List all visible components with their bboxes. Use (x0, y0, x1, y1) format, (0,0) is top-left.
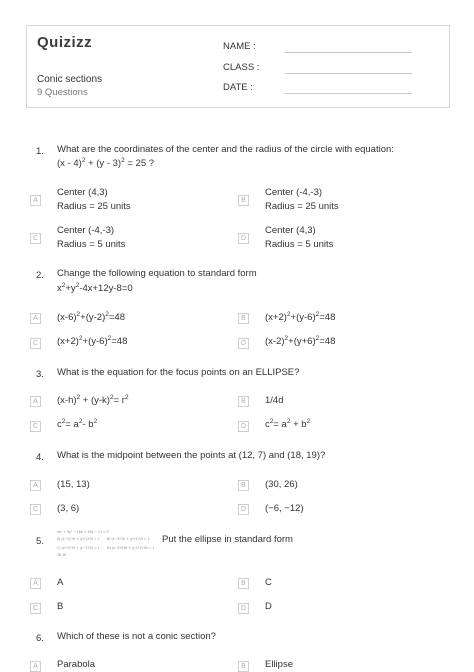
option-text: C (265, 577, 272, 588)
option-line: Radius = 25 units (57, 201, 131, 212)
option-line: Center (-4,-3) (57, 225, 115, 236)
option-text: $(x+2)^2+(y-6)^2=48$ (57, 334, 128, 347)
svg-text:C) (x+2)²/9 + (y−1)²/4 = 1: C) (x+2)²/9 + (y−1)²/4 = 1 (57, 546, 100, 550)
option-text: (−6, −12) (265, 503, 304, 514)
svg-text:36 16: 36 16 (57, 553, 67, 557)
option-box[interactable]: D (238, 421, 249, 432)
quizizz-logo: Quizizz (37, 34, 93, 51)
question-number: 5. (36, 536, 44, 547)
option-box[interactable]: C (30, 338, 41, 349)
option-text: $c^2= a^2 + b^2$ (265, 417, 311, 430)
svg-text:A) (x−2)²/9 + (y+1)²/4 = 1: A) (x−2)²/9 + (y+1)²/4 = 1 (57, 537, 100, 541)
option-text: $c^2= a^2-$ $b^2$ (57, 417, 98, 430)
option-box[interactable]: D (238, 338, 249, 349)
option-box[interactable]: A (30, 661, 41, 672)
option-line: Radius = 5 units (57, 239, 126, 250)
option-box[interactable]: B (238, 396, 249, 407)
option-box[interactable]: C (30, 603, 41, 614)
option-box[interactable]: B (238, 578, 249, 589)
class-label: CLASS : (223, 62, 260, 73)
option-box[interactable]: B (238, 480, 249, 491)
name-label: NAME : (223, 41, 256, 52)
option-box[interactable]: D (238, 504, 249, 515)
option-text: $(x+2)^2+(y-6)^2=48$ (265, 310, 336, 323)
option-text: $(x-2)^2+(y+6)^2=48$ (265, 334, 336, 347)
date-label: DATE : (223, 82, 253, 93)
option-text: B (57, 601, 64, 612)
question-equation: (x - 4)$^2$ + (y - 3)$^2$ = 25 ? (57, 156, 155, 169)
question-number: 6. (36, 633, 44, 644)
option-box[interactable]: D (238, 233, 249, 244)
svg-text:B) (x−2)²/4 + (y+1)²/9 = 1: B) (x−2)²/4 + (y+1)²/9 = 1 (107, 537, 150, 541)
option-box[interactable]: A (30, 578, 41, 589)
option-box[interactable]: B (238, 195, 249, 206)
question-text: Change the following equation to standard form (57, 268, 257, 279)
option-box[interactable]: C (30, 233, 41, 244)
option-box[interactable]: D (238, 603, 249, 614)
question-text: What is the midpoint between the points at (12, 7) and (18, 19)? (57, 450, 326, 461)
option-line: Radius = 25 units (265, 201, 339, 212)
option-box[interactable]: A (30, 195, 41, 206)
svg-text:D) (x−2)²/36 + (y+1)²/16 = 1: D) (x−2)²/36 + (y+1)²/16 = 1 (107, 546, 155, 550)
ellipse-equations-image (55, 529, 155, 559)
question-number: 1. (36, 146, 44, 157)
name-field[interactable] (285, 52, 412, 53)
option-box[interactable]: B (238, 661, 249, 672)
option-text: $(x-h)^2 + (y-k)^2= r^2$ (57, 393, 129, 406)
option-box[interactable]: C (30, 421, 41, 432)
class-field[interactable] (285, 73, 412, 74)
option-box[interactable]: C (30, 504, 41, 515)
date-field[interactable] (285, 93, 412, 94)
worksheet-title: Conic sections (37, 74, 103, 85)
question-equation: $x^2+y^2-4x+12y-8=0$ (57, 281, 133, 294)
option-text: Ellipse (265, 659, 293, 670)
option-text: $(x-6)^2+(y-2)^2=48$ (57, 310, 125, 323)
option-box[interactable]: A (30, 313, 41, 324)
question-number: 3. (36, 369, 44, 380)
option-line: Center (4,3) (57, 187, 108, 198)
option-text: (15, 13) (57, 479, 90, 490)
option-line: Center (-4,-3) (265, 187, 323, 198)
question-text: Put the ellipse in standard form (162, 534, 293, 545)
option-box[interactable]: A (30, 396, 41, 407)
option-box[interactable]: B (238, 313, 249, 324)
question-number: 4. (36, 452, 44, 463)
question-text: Which of these is not a conic section? (57, 631, 216, 642)
option-text: A (57, 577, 64, 588)
question-count: 9 Questions (37, 87, 88, 98)
option-text: D (265, 601, 272, 612)
option-text: (3, 6) (57, 503, 80, 514)
option-box[interactable]: A (30, 480, 41, 491)
option-text: (30, 26) (265, 479, 298, 490)
option-text: 1/4d (265, 395, 284, 406)
question-number: 2. (36, 270, 44, 281)
option-line: Center (4,3) (265, 225, 316, 236)
question-text: What are the coordinates of the center and the radius of the circle with equation: (57, 144, 394, 155)
question-text: What is the equation for the focus points on an ELLIPSE? (57, 367, 300, 378)
option-text: Parabola (57, 659, 96, 670)
option-line: Radius = 5 units (265, 239, 334, 250)
svg-text:4x² + 9y² − 16x + 18y − 11 = 0: 4x² + 9y² − 16x + 18y − 11 = 0 (57, 530, 109, 534)
